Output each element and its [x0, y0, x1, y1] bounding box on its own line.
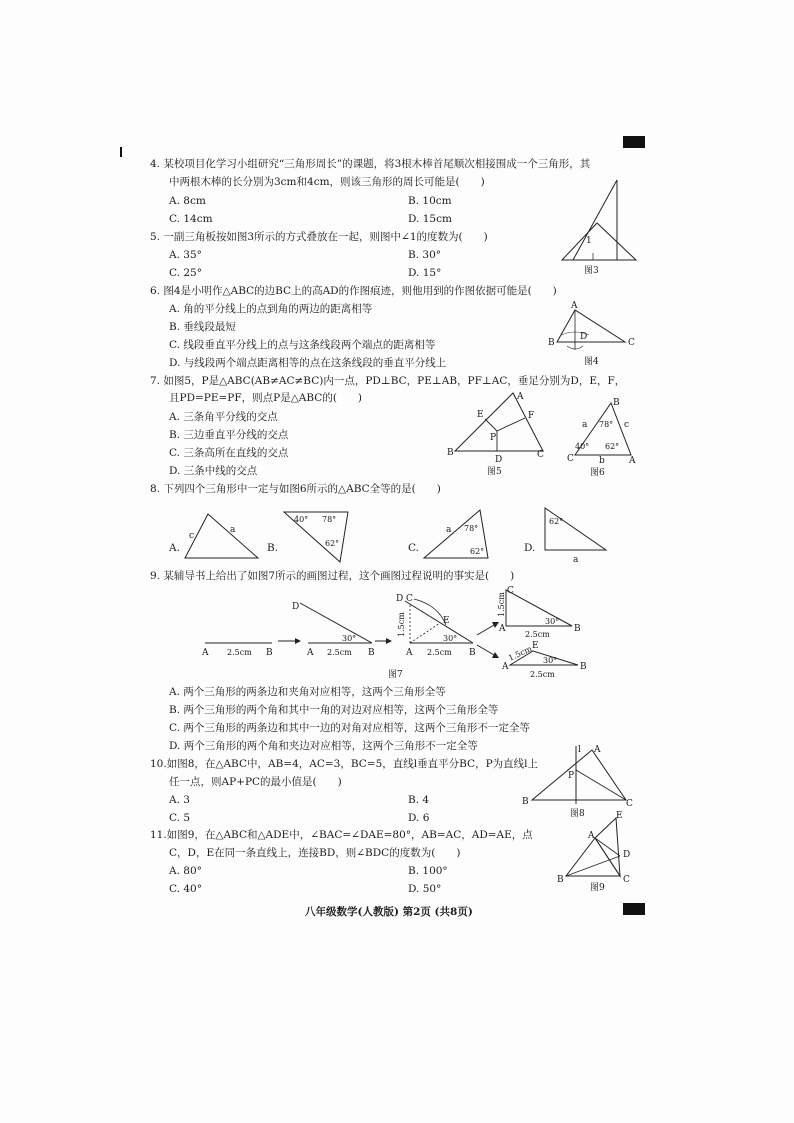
q4-option-a[interactable]: A. 8cm — [169, 195, 206, 207]
registration-mark-bottom — [623, 903, 645, 915]
fig7-r1-angle: 30° — [545, 617, 560, 626]
fig7-r1-a: A — [499, 624, 506, 634]
q8b-angle-40: 40° — [294, 515, 309, 524]
q8d-angle-62: 62° — [549, 517, 564, 526]
q8-figure-d — [540, 504, 615, 569]
q8-option-a[interactable]: A. — [169, 542, 180, 554]
fig6-side-c: c — [624, 420, 630, 430]
figure-4 — [545, 302, 645, 372]
fig7-step3-e: E — [443, 616, 450, 626]
fig5-label-e: E — [477, 410, 484, 420]
q5-option-a[interactable]: A. 35° — [169, 249, 202, 261]
fig5-label-c: C — [537, 450, 544, 460]
fig6-label-b: B — [613, 398, 620, 408]
q10-option-c[interactable]: C. 5 — [169, 812, 191, 824]
fig5-label-f: F — [528, 411, 535, 421]
q10-stem-line2: 任一点，则AP+PC的最小值是( ) — [169, 776, 342, 788]
q11-option-d[interactable]: D. 50° — [408, 883, 442, 895]
q8a-side-a: a — [230, 525, 236, 535]
fig5-caption: 图5 — [487, 467, 502, 477]
fig3-angle-1: 1 — [586, 236, 592, 246]
fig7-r2-angle: 30° — [543, 656, 558, 665]
q8-figure-b — [282, 508, 357, 570]
q11-stem-line2: C，D，E在同一条直线上，连接BD，则∠BDC的度数为( ) — [169, 847, 461, 859]
q4-stem-line1: 4. 某校项目化学习小组研究“三角形周长”的课题，将3根木棒首尾顺次相接围成一个三角形，其 — [150, 158, 591, 170]
fig4-label-b: B — [548, 338, 555, 348]
figure-5 — [445, 393, 555, 478]
scan-artifact — [120, 147, 122, 157]
fig6-caption: 图6 — [590, 468, 605, 478]
q5-stem: 5. 一副三角板按如图3所示的方式叠放在一起，则图中∠1的度数为( ) — [150, 231, 488, 243]
fig4-caption: 图4 — [584, 357, 599, 367]
fig7-step3-c: C — [406, 594, 413, 604]
q8c-angle-78: 78° — [464, 524, 479, 533]
fig3-caption: 图3 — [584, 266, 599, 276]
q9-option-b[interactable]: B. 两个三角形的两个角和其中一角的对边对应相等，这两个三角形全等 — [169, 704, 499, 716]
fig5-label-d: D — [495, 455, 503, 465]
figure-6 — [565, 395, 650, 477]
fig8-label-b: B — [522, 797, 529, 807]
q7-option-b[interactable]: B. 三边垂直平分线的交点 — [169, 429, 289, 441]
fig7-r1-b: B — [574, 624, 581, 634]
q8-figure-a — [180, 508, 265, 568]
fig6-label-a: A — [629, 456, 636, 466]
fig7-step3-len: 2.5cm — [427, 648, 452, 657]
fig6-angle-78: 78° — [599, 420, 614, 429]
fig9-label-d: D — [623, 850, 631, 860]
q9-option-d[interactable]: D. 两个三角形的两个角和夹边对应相等，这两个三角形不一定全等 — [169, 740, 478, 752]
fig4-label-c: C — [628, 338, 635, 348]
fig7-step3-a: A — [406, 648, 413, 658]
fig9-caption: 图9 — [590, 883, 605, 893]
fig9-label-c: C — [623, 875, 630, 885]
fig5-label-b: B — [447, 448, 454, 458]
fig4-label-a: A — [571, 301, 578, 311]
fig7-step2-angle: 30° — [342, 634, 357, 643]
q7-option-d[interactable]: D. 三条中线的交点 — [169, 465, 258, 477]
q8d-side-a: a — [573, 555, 579, 565]
fig7-r2-slen: 1.5cm — [507, 644, 534, 663]
q10-option-a[interactable]: A. 3 — [169, 794, 190, 806]
q8c-side-a: a — [446, 525, 452, 535]
page-footer: 八年级数学(人教版) 第2页 (共8页) — [305, 906, 473, 918]
fig8-label-p: P — [568, 771, 575, 781]
fig6-label-c: C — [567, 454, 574, 464]
q5-option-d[interactable]: D. 15° — [408, 267, 442, 279]
q10-option-b[interactable]: B. 4 — [408, 794, 430, 806]
fig7-step1-b: B — [266, 648, 273, 658]
fig7-caption: 图7 — [388, 670, 403, 680]
fig6-angle-40: 40° — [575, 442, 590, 451]
q7-option-a[interactable]: A. 三条角平分线的交点 — [169, 411, 278, 423]
fig8-label-a: A — [594, 745, 601, 755]
q8-option-c[interactable]: C. — [408, 542, 419, 554]
q10-option-d[interactable]: D. 6 — [408, 812, 430, 824]
q11-stem-line1: 11.如图9，在△ABC和△ADE中，∠BAC=∠DAE=80°，AB=AC，AD=AE，点 — [150, 829, 533, 841]
q8b-angle-62: 62° — [325, 539, 340, 548]
q4-option-b[interactable]: B. 10cm — [408, 195, 452, 207]
fig7-r2-a: A — [502, 662, 509, 672]
q4-option-d[interactable]: D. 15cm — [408, 213, 452, 225]
fig7-step2-len: 2.5cm — [327, 648, 352, 657]
fig5-label-p: P — [490, 433, 497, 443]
fig7-step3-b: B — [469, 648, 476, 658]
fig7-r2-e: E — [532, 641, 539, 651]
q11-option-c[interactable]: C. 40° — [169, 883, 202, 895]
q8c-angle-62: 62° — [470, 547, 485, 556]
fig7-step1-a: A — [202, 648, 209, 658]
fig7-r2-len: 2.5cm — [530, 670, 555, 679]
q10-stem-line1: 10.如图8，在△ABC中，AB=4，AC=3，BC=5，直线l垂直平分BC，P为直线l上 — [150, 758, 539, 770]
figure-3 — [540, 180, 650, 275]
fig6-angle-62: 62° — [605, 442, 620, 451]
fig7-r1-c: C — [507, 586, 514, 596]
registration-mark-top — [623, 136, 645, 148]
q5-option-b[interactable]: B. 30° — [408, 249, 442, 261]
q8a-side-c: c — [189, 531, 195, 541]
fig9-label-a: A — [588, 831, 595, 841]
q9-option-a[interactable]: A. 两个三角形的两条边和夹角对应相等，这两个三角形全等 — [169, 686, 446, 698]
q4-option-c[interactable]: C. 14cm — [169, 213, 213, 225]
fig7-r2-b: B — [580, 662, 587, 672]
fig8-label-c: C — [626, 799, 633, 809]
fig8-caption: 图8 — [570, 809, 585, 819]
fig7-step2-d: D — [292, 602, 300, 612]
q7-stem-line2: 且PD=PE=PF，则点P是△ABC的( ) — [169, 392, 363, 404]
q8-figure-c — [420, 506, 495, 564]
fig6-side-a: a — [582, 420, 588, 430]
q6-option-d[interactable]: D. 与线段两个端点距离相等的点在这条线段的垂直平分线上 — [169, 357, 447, 369]
fig7-r1-len: 2.5cm — [525, 630, 550, 639]
q11-option-a[interactable]: A. 80° — [169, 865, 202, 877]
fig9-label-b: B — [557, 875, 564, 885]
q8-option-b[interactable]: B. — [267, 542, 279, 554]
fig4-label-d: D — [580, 332, 588, 342]
q4-stem-line2: 中两根木棒的长分别为3cm和4cm，则该三角形的周长可能是( ) — [169, 176, 485, 188]
q11-option-b[interactable]: B. 100° — [408, 865, 448, 877]
figure-7 — [200, 585, 600, 685]
fig7-step3-vlen: 1.5cm — [397, 612, 406, 637]
fig7-r1-vlen: 1.5cm — [497, 592, 506, 617]
fig7-step3-d: D — [396, 594, 404, 604]
fig6-side-b: b — [599, 456, 605, 466]
fig8-label-l: l — [578, 745, 581, 755]
q5-option-c[interactable]: C. 25° — [169, 267, 202, 279]
q8b-angle-78: 78° — [322, 515, 337, 524]
fig9-label-e: E — [616, 811, 623, 821]
q6-option-a[interactable]: A. 角的平分线上的点到角的两边的距离相等 — [169, 303, 373, 315]
figure-9 — [550, 810, 645, 895]
q7-stem-line1: 7. 如图5，P是△ABC(AB≠AC≠BC)内一点，PD⊥BC，PE⊥AB，PF⊥AC，垂足分别为D，E，F， — [150, 375, 626, 387]
q6-option-c[interactable]: C. 线段垂直平分线上的点与这条线段两个端点的距离相等 — [169, 339, 436, 351]
fig7-step2-a: A — [307, 648, 314, 658]
q8-stem: 8. 下列四个三角形中一定与如图6所示的△ABC全等的是( ) — [150, 483, 441, 495]
q8-option-d[interactable]: D. — [524, 542, 536, 554]
q7-option-c[interactable]: C. 三条高所在直线的交点 — [169, 447, 289, 459]
q6-stem: 6. 图4是小明作△ABC的边BC上的高AD的作图痕迹，则他用到的作图依据可能是( ) — [150, 285, 557, 297]
q9-stem: 9. 某辅导书上给出了如图7所示的画图过程，这个画图过程说明的事实是( ) — [150, 570, 515, 582]
fig7-step2-b: B — [368, 648, 375, 658]
q9-option-c[interactable]: C. 两个三角形的两条边和其中一边的对角对应相等，这两个三角形不一定全等 — [169, 722, 530, 734]
q6-option-b[interactable]: B. 垂线段最短 — [169, 321, 236, 333]
fig7-step1-len: 2.5cm — [227, 648, 252, 657]
fig5-label-a: A — [517, 392, 524, 402]
fig7-step3-angle: 30° — [443, 634, 458, 643]
